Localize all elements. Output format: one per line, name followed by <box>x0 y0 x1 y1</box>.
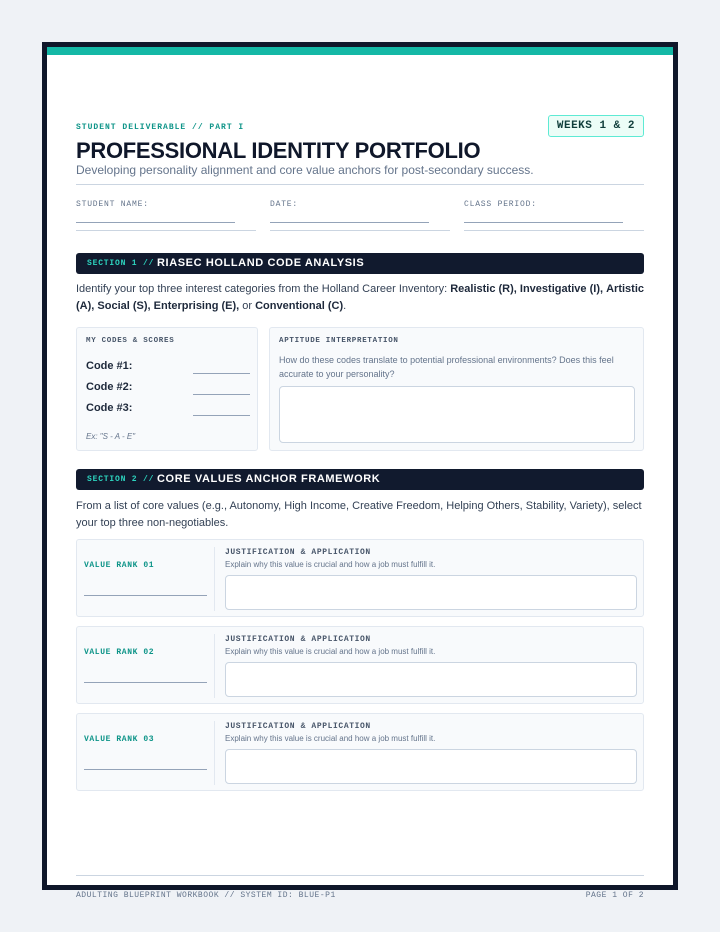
value-rank-2-answer-box[interactable] <box>225 662 637 697</box>
code-realistic: Realistic (R), <box>450 283 517 295</box>
value-rank-1-divider <box>214 547 215 611</box>
code-social: Social (S), <box>97 300 151 312</box>
value-rank-3-answer-box[interactable] <box>225 749 637 784</box>
code-1-row[interactable] <box>86 360 249 376</box>
code-artistic: Artistic (A), <box>76 283 645 312</box>
class-period-label: CLASS PERIOD: <box>464 200 537 209</box>
code-enterprising: Enterprising (E), <box>153 300 240 312</box>
code-2-label: Code #2: <box>86 381 133 393</box>
page-title: PROFESSIONAL IDENTITY PORTFOLIO <box>76 138 481 163</box>
section-2-instructions: From a list of core values (e.g., Autonomy, High Income, Creative Freedom, Helping Others, Stability, Variety), select your top three non-negotiables. <box>76 500 642 529</box>
code-3-label: Code #3: <box>86 402 133 414</box>
student-name-line[interactable] <box>76 222 235 223</box>
aptitude-answer-box[interactable] <box>279 386 635 443</box>
value-rank-3-divider <box>214 721 215 785</box>
accent-bar <box>47 47 673 55</box>
value-rank-1-justification-title: JUSTIFICATION & APPLICATION <box>225 548 371 557</box>
code-investigative: Investigative (I), <box>519 283 604 295</box>
class-period-field[interactable] <box>464 200 644 209</box>
section-1-instructions <box>76 281 644 315</box>
value-rank-2-justification-title: JUSTIFICATION & APPLICATION <box>225 635 371 644</box>
value-rank-1-justification-hint: Explain why this value is crucial and how a job must fulfill it. <box>225 560 436 569</box>
codes-scores-card <box>76 327 258 451</box>
student-name-label: STUDENT NAME: <box>76 200 149 209</box>
student-name-underline <box>76 230 256 231</box>
code-conventional: Conventional (C) <box>255 300 344 312</box>
value-rank-3-justification-title: JUSTIFICATION & APPLICATION <box>225 722 371 731</box>
code-1-blank[interactable] <box>193 373 250 374</box>
value-rank-3-justification-hint: Explain why this value is crucial and how a job must fulfill it. <box>225 734 436 743</box>
weeks-badge: WEEKS 1 & 2 <box>548 115 644 137</box>
value-rank-2-divider <box>214 634 215 698</box>
date-underline <box>270 230 450 231</box>
codes-scores-label: MY CODES & SCORES <box>86 337 175 345</box>
student-name-field[interactable] <box>76 200 256 209</box>
date-label: DATE: <box>270 200 299 209</box>
date-field[interactable] <box>270 200 450 209</box>
section-1-title: RIASEC HOLLAND CODE ANALYSIS <box>157 257 365 269</box>
value-rank-1-label: VALUE RANK 01 <box>84 561 155 570</box>
code-3-blank[interactable] <box>193 415 250 416</box>
aptitude-card <box>269 327 644 451</box>
value-rank-3-label: VALUE RANK 03 <box>84 735 155 744</box>
code-3-row[interactable] <box>86 402 249 418</box>
class-period-underline <box>464 230 644 231</box>
instructions-lead: Identify your top three interest categories from the Holland Career Inventory: <box>76 283 451 295</box>
worksheet-page <box>47 47 673 900</box>
section-2-title: CORE VALUES ANCHOR FRAMEWORK <box>157 473 381 485</box>
value-rank-1-card <box>76 539 644 617</box>
code-1-label: Code #1: <box>86 360 133 372</box>
code-2-blank[interactable] <box>193 394 250 395</box>
value-rank-1-answer-box[interactable] <box>225 575 637 610</box>
eyebrow-label: STUDENT DELIVERABLE // PART I <box>76 123 245 132</box>
value-rank-2-card <box>76 626 644 704</box>
page-subtitle: Developing personality alignment and core value anchors for post-secondary success. <box>76 163 534 177</box>
aptitude-label: APTITUDE INTERPRETATION <box>279 337 399 345</box>
value-rank-3-blank[interactable] <box>84 769 207 770</box>
aptitude-question: How do these codes translate to potential professional environments? Does this feel accurate to your personality? <box>279 355 614 379</box>
footer-divider <box>76 875 644 876</box>
section-2-number: SECTION 2 // <box>87 475 155 484</box>
footer-page-number: PAGE 1 OF 2 <box>585 891 644 900</box>
section-1-header <box>76 253 644 274</box>
class-period-line[interactable] <box>464 222 623 223</box>
value-rank-2-justification-hint: Explain why this value is crucial and how a job must fulfill it. <box>225 647 436 656</box>
section-1-number: SECTION 1 // <box>87 259 155 268</box>
value-rank-2-label: VALUE RANK 02 <box>84 648 155 657</box>
instructions-end: . <box>343 300 347 312</box>
section-2-header <box>76 469 644 490</box>
value-rank-3-card <box>76 713 644 791</box>
codes-example: Ex: "S - A - E" <box>86 432 136 441</box>
footer-left: ADULTING BLUEPRINT WORKBOOK // SYSTEM ID: BLUE-P1 <box>76 891 336 900</box>
date-line[interactable] <box>270 222 429 223</box>
instructions-or: or <box>242 300 253 312</box>
page-frame <box>42 42 678 900</box>
header-divider <box>76 184 644 185</box>
code-2-row[interactable] <box>86 381 249 397</box>
value-rank-2-blank[interactable] <box>84 682 207 683</box>
value-rank-1-blank[interactable] <box>84 595 207 596</box>
